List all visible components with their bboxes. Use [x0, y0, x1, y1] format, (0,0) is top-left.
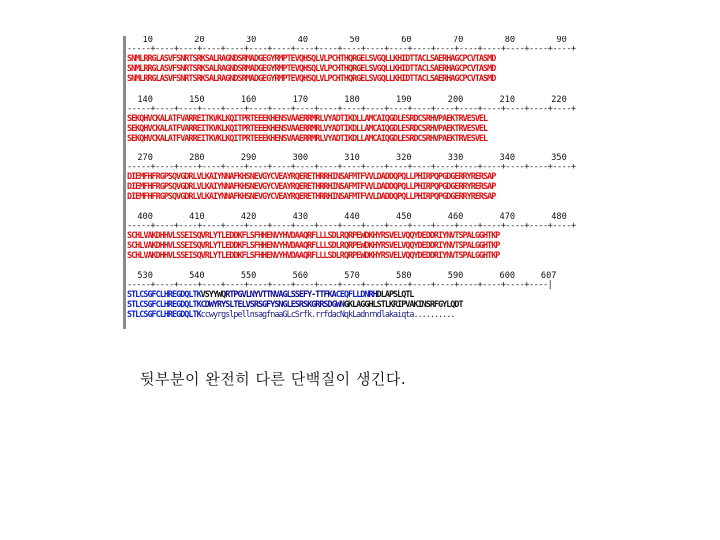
sequence-row: DIEMFHFRGPSQVGDRLVLKAIYNNAFKHSNEVGYCVEAYRQERETHRRHINSAFMTFVVLDADDQPQLLPHIRPQPGDGERRYRERSAP — [127, 181, 496, 191]
sequence-row: SEKQHVCKALATFVARREITKVKLKQITPRTEEEKHENSVAAERRMRLVYADTIKDLLAMCAIQGDLESRDCSRHVPAEKTRVESVEL — [127, 133, 488, 143]
sequence-segment: STLCSGFCLHREGDQLTK — [127, 289, 201, 299]
position-ruler: 10 20 30 40 50 60 70 80 90 — [127, 36, 567, 45]
sequence-row: SEKQHVCKALATFVARREITKVKLKQITPRTEEEKHENSVAAERRMRLVYADTIKDLLAMCAIQGDLESRDCSRHVPAEKTRVESVEL — [127, 113, 488, 123]
sequence-row — [127, 309, 603, 319]
sequence-segment: .......... — [413, 309, 455, 319]
sequence-segment: STLCSGFCLHREGDQLTK — [127, 299, 201, 309]
sequence-segment: DLAPSLQTL — [376, 289, 414, 299]
alignment-block-5 — [127, 272, 603, 319]
ruler-ticks: -----+----+----+----+----+----+----+----+----+----+----+----+----+----+----+----+----+----| — [127, 280, 553, 290]
alignment-block-2 — [127, 96, 603, 143]
sequence-row — [127, 299, 603, 309]
sequence-row: SNMLRRGLASVFSNRTSRKSALRAGNDSRMADGEGYRMPTEVQHSQLVLPCHTHQRGELSVGQLLKHIDTTACLSAERHAGCPCVTASMD — [127, 63, 496, 73]
sequence-segment: GKLAGGHLSTLKRIPVAKINSRFGYLQDT — [343, 299, 463, 309]
ruler-ticks: -----+----+----+----+----+----+----+----+----+----+----+----+----+----+----+----+----+----+----+ — [127, 221, 576, 231]
sequence-row: SCHLVAKDHHVLSSEISQVRLYTLEDDKFLSFHHENVYHVDAAQRFLLLSDLRQRPEWDKHYRSVELVQQYDEDDRIYNVTSPALGGHTKP — [127, 240, 500, 250]
sequence-row: SNMLRRGLASVFSNRTSRKSALRAGNDSRMADGEGYRMPTEVQHSQLVLPCHTHQRGELSVGQLLKHIDTTACLSAERHAGCPCVTASMD — [127, 73, 496, 83]
sequence-row: SCHLVAKDHHVLSSEISQVRLYTLEDDKFLSFHHENVYHVDAAQRFLLLSDLRQRPEWDKHYRSVELVQQYDEDDRIYNVTSPALGGHTKP — [127, 250, 500, 260]
sequence-row: DIEMFHFRGPSQVGDRLVLKAIYNNAFKHSNEVGYCVEAYRQERETHRRHINSAFMTFVVLDADDQPQLLPHIRPQPGDGERRYRERSAP — [127, 171, 496, 181]
sequence-segment: CDWYRYSLTELVSRSGFYSNGLESRSKGRRSDGWN — [200, 299, 344, 309]
ruler-ticks: -----+----+----+----+----+----+----+----+----+----+----+----+----+----+----+----+----+----+----+ — [127, 104, 576, 114]
sequence-row: SCHLVAKDHHVLSSEISQVRLYTLEDDKFLSFHHENVYHVDAAQRFLLLSDLRQRPEWDKHYRSVELVQQYDEDDRIYNVTSPALGGHTKP — [127, 230, 500, 240]
sequence-row: DIEMFHFRGPSQVGDRLVLKAIYNNAFKHSNEVGYCVEAYRQERETHRRHINSAFMTFVVLDADDQPQLLPHIRPQPGDGERRYRERSAP — [127, 191, 496, 201]
position-ruler: 530 540 550 560 570 580 590 600 607 — [127, 271, 557, 281]
sequence-segment: STLCSGFCLHREGDQLTK — [127, 309, 201, 319]
position-ruler: 400 410 420 430 440 450 460 470 480 — [127, 212, 567, 222]
position-ruler: 270 280 290 300 310 320 330 340 350 — [127, 153, 567, 163]
sequence-segment: RH — [368, 289, 377, 299]
alignment-block-3 — [127, 154, 603, 201]
sequence-segment: CEQFLLDN — [335, 289, 369, 299]
sequence-row: SNMLRRGLASVFSNRTSRKSALRAGNDSRMADGEGYRMPTEVQHSQLVLPCHTHQRGELSVGQLLKHIDTTACLSAERHAGCPCVTASMD — [127, 53, 496, 63]
sequence-row: SEKQHVCKALATFVARREITKVKLKQITPRTEEEKHENSVAAERRMRLVYADTIKDLLAMCAIQGDLESRDCSRHVPAEKTRVESVEL — [127, 123, 488, 133]
sequence-segment: ccwyrgslpellnsagfnaaGLcSrfk.rrfdac — [200, 309, 340, 319]
sequence-segment: RTPGVLNYVTTNVA — [225, 289, 283, 299]
alignment-block-1 — [127, 36, 603, 83]
alignment-block-4 — [127, 213, 603, 260]
sequence-alignment-image — [123, 36, 603, 329]
alignment-border — [123, 36, 126, 329]
sequence-segment: VSYYWQ — [200, 289, 226, 299]
position-ruler: 140 150 160 170 180 190 200 210 220 — [127, 95, 567, 105]
sequence-row — [127, 289, 603, 299]
sequence-segment: NqkLadnrndlakaiqta — [339, 309, 414, 319]
sequence-segment: GLSSEFY-TTFKA — [282, 289, 336, 299]
ruler-ticks: -----+----+----+----+----+----+----+----+----+----+----+----+----+----+----+----+----+----+----+ — [127, 162, 576, 172]
caption-text: 뒷부분이 완전히 다른 단백질이 생긴다. — [140, 370, 407, 388]
ruler-ticks: -----+----+----+----+----+----+----+----+----+----+----+----+----+----+----+----+----+----+----+ — [127, 44, 576, 54]
